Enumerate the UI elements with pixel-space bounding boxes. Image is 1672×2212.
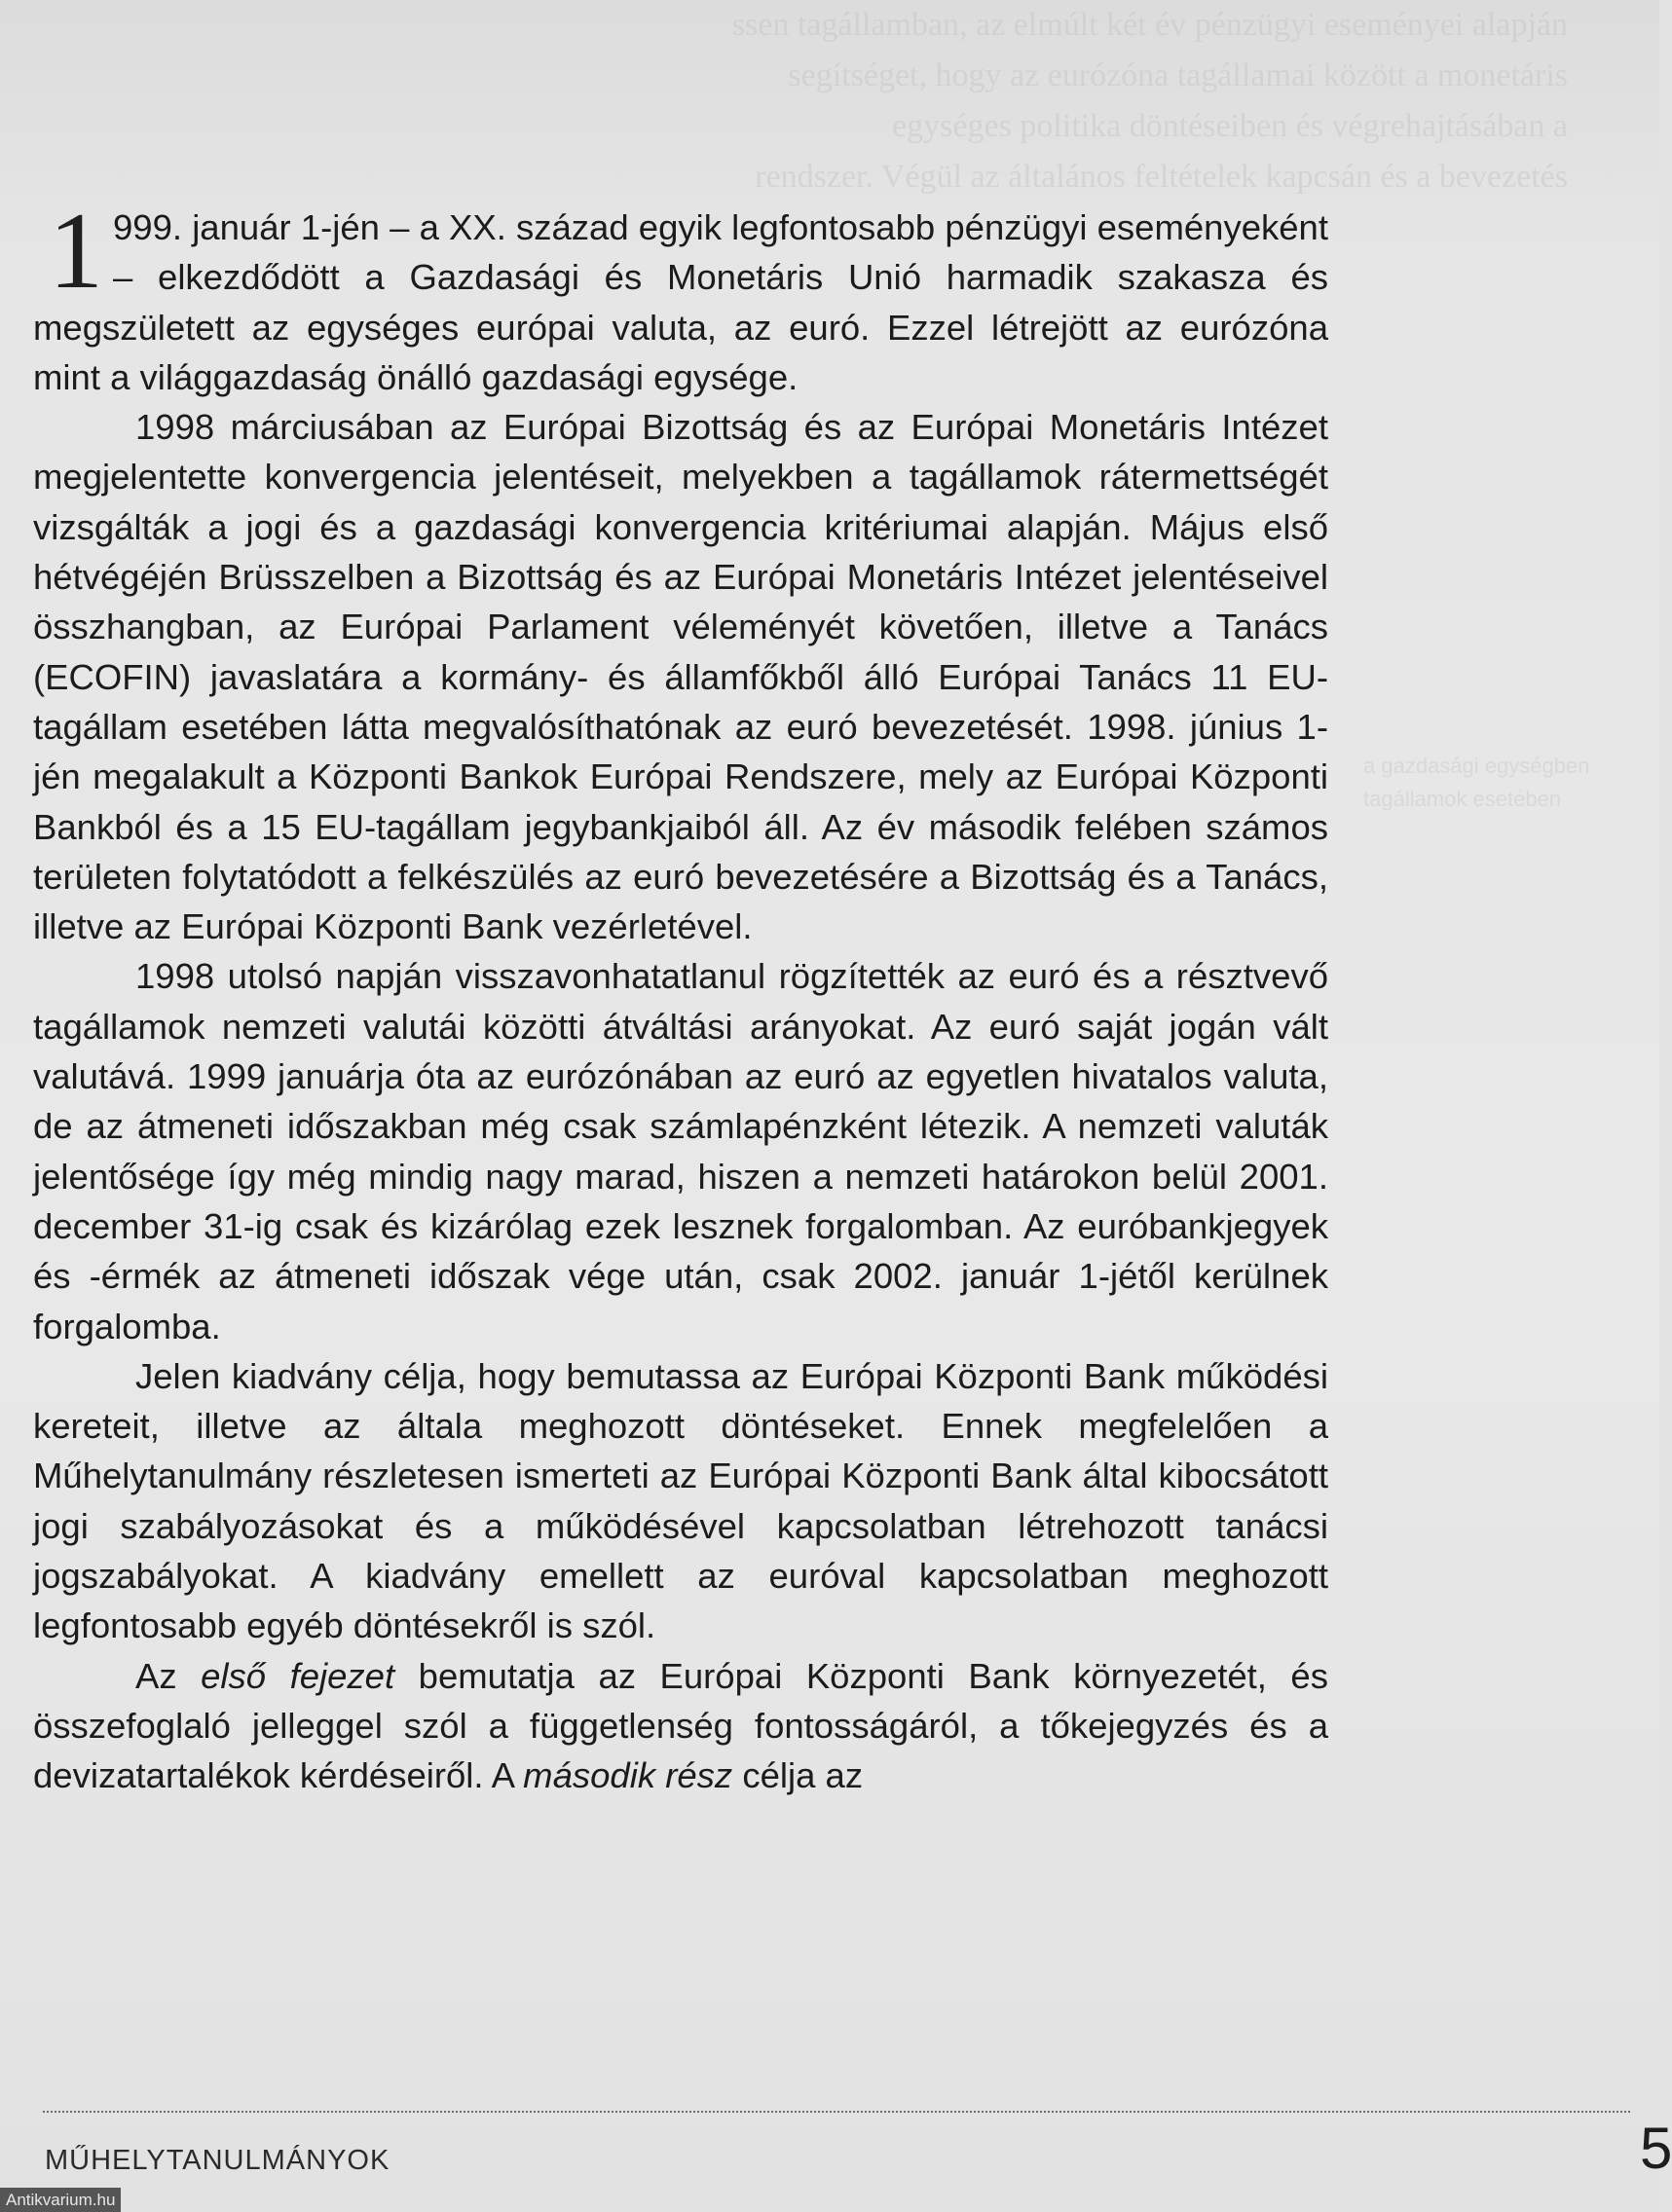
- bleed-through-text: [88, 0, 1607, 195]
- page-number: 5: [1640, 2116, 1672, 2181]
- paragraph-5: [33, 1651, 1328, 1801]
- paragraph-5-text: Az: [135, 1655, 202, 1696]
- paragraph-5-text: bemutatja az Európai Központi Bank környezetét, és összefoglaló jelleggel szól a függetlenség fontosságáról, a tőkejegyzés és a devizatartalékok kérdéseiről. A: [33, 1655, 1328, 1796]
- paragraph-3: 1998 utolsó napján visszavonhatatlanul rögzítették az euró és a résztvevő tagállamok nemzeti valutái közötti átváltási arányokat. Az euró saját jogán vált valutává. 1999 januárja óta az eurózónában az euró az egyetlen hivatalos valuta, de az átmeneti időszakban még csak számlapénzként létezik. A nemzeti valuták jelentősége így még mindig nagy marad, hiszen a nemzeti határokon belül 2001. december 31-ig csak és kizárólag ezek lesznek forgalomban. Az euróbankjegyek és -érmék az átmeneti időszak vége után, csak 2002. január 1-jétől kerülnek forgalomba.: [33, 956, 1328, 1346]
- drop-cap: 1: [49, 191, 103, 312]
- series-title: MŰHELYTANULMÁNYOK: [45, 2145, 390, 2176]
- bleed-line: rendszer. Végül az általános feltételek kapcsán és a bevezetés: [755, 159, 1568, 195]
- paragraph-1: [33, 191, 1328, 402]
- bleed-side-line: tagállamok esetében: [1363, 787, 1562, 811]
- watermark: Antikvarium.hu: [0, 2188, 121, 2212]
- bleed-line: egységes politika döntéseiben és végrehajtásában a: [892, 108, 1568, 144]
- emphasis-second-part: második rész: [523, 1755, 733, 1796]
- bleed-line: segítséget, hogy az eurózóna tagállamai között a monetáris: [788, 57, 1568, 93]
- paragraph-5-text: célja az: [732, 1755, 864, 1796]
- emphasis-first-chapter: első fejezet: [201, 1655, 395, 1696]
- bleed-side-line: a gazdasági egységben: [1363, 754, 1590, 778]
- body-text: [33, 191, 1328, 1801]
- footer-divider: [43, 2111, 1630, 2113]
- paragraph-2: 1998 márciusában az Európai Bizottság és az Európai Monetáris Intézet megjelentette konvergencia jelentéseit, melyekben a tagállamok rátermettségét vizsgálták a jogi és a gazdasági konvergencia kritériumai alapján. Május első hétvégéjén Brüsszelben a Bizottság és az Európai Monetáris Intézet jelentéseivel összhangban, az Európai Parlament véleményét követően, illetve a Tanács (ECOFIN) javaslatára a kormány- és államfőkből álló Európai Tanács 11 EU-tagállam esetében látta megvalósíthatónak az euró bevezetését. 1998. június 1-jén megalakult a Központi Bankok Európai Rendszere, mely az Európai Központi Bankból és a 15 EU-tagállam jegybankjaiból áll. Az év második felében számos területen folytatódott a felkészülés az euró bevezetésére a Bizottság és a Tanács, illetve az Európai Központi Bank vezérletével.: [33, 407, 1328, 947]
- paragraph-1-text: 999. január 1-jén – a XX. század egyik legfontosabb pénzügyi eseményeként – elkezdődött a Gazdasági és Monetáris Unió harmadik szakasza és megszületett az egységes európai valuta, az euró. Ezzel létrejött az eurózóna mint a világgazdaság önálló gazdasági egysége.: [33, 207, 1328, 397]
- bleed-line: ssen tagállamban, az elmúlt két év pénzügyi eseményei alapján: [731, 7, 1568, 43]
- paragraph-4: Jelen kiadvány célja, hogy bemutassa az Európai Központi Bank működési kereteit, illetve az általa meghozott döntéseket. Ennek megfelelően a Műhelytanulmány részletesen ismerteti az Európai Központi Bank által kibocsátott jogi szabályozásokat és a működésével kapcsolatban létrehozott tanácsi jogszabályokat. A kiadvány emellett az euróval kapcsolatban meghozott legfontosabb egyéb döntésekről is szól.: [33, 1355, 1328, 1646]
